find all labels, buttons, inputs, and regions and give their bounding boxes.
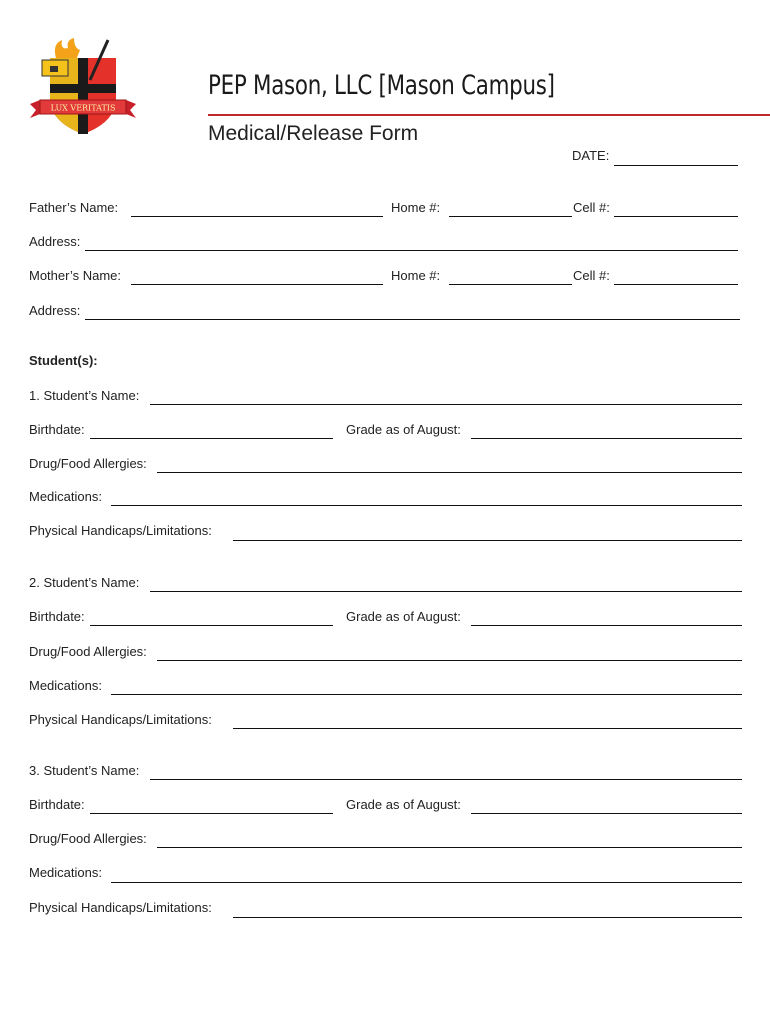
mother-home-field[interactable]	[449, 284, 572, 285]
father-home-label: Home #:	[391, 200, 441, 215]
student-3-allergies-label: Drug/Food Allergies:	[29, 831, 147, 846]
school-crest-logo	[28, 36, 138, 138]
student-1-allergies-field[interactable]	[157, 472, 742, 473]
student-2-medications-label: Medications:	[29, 678, 102, 693]
logo-motto-text: LUX VERITATIS	[50, 103, 116, 113]
student-1-name-field[interactable]	[150, 404, 742, 405]
father-name-label: Father’s Name:	[29, 200, 119, 215]
father-cell-field[interactable]	[614, 216, 738, 217]
title-divider	[208, 114, 770, 116]
student-3-handicaps-label: Physical Handicaps/Limitations:	[29, 900, 212, 915]
student-2-birthdate-field[interactable]	[90, 625, 333, 626]
student-2-medications-field[interactable]	[111, 694, 742, 695]
student-3-grade-field[interactable]	[471, 813, 742, 814]
student-1-handicaps-label: Physical Handicaps/Limitations:	[29, 523, 212, 538]
mother-home-label: Home #:	[391, 268, 441, 283]
student-3-handicaps-field[interactable]	[233, 917, 742, 918]
students-heading: Student(s):	[29, 353, 98, 368]
mother-name-field[interactable]	[131, 284, 383, 285]
father-address-field[interactable]	[85, 250, 738, 251]
student-2-allergies-field[interactable]	[157, 660, 742, 661]
father-home-field[interactable]	[449, 216, 572, 217]
father-address-label: Address:	[29, 234, 81, 249]
father-name-field[interactable]	[131, 216, 383, 217]
student-1-birthdate-label: Birthdate:	[29, 422, 85, 437]
student-1-medications-field[interactable]	[111, 505, 742, 506]
date-field[interactable]	[614, 165, 738, 166]
student-3-grade-label: Grade as of August:	[346, 797, 461, 812]
father-cell-label: Cell #:	[573, 200, 610, 215]
mother-address-field[interactable]	[85, 319, 740, 320]
student-2-handicaps-field[interactable]	[233, 728, 742, 729]
student-1-medications-label: Medications:	[29, 489, 102, 504]
student-2-birthdate-label: Birthdate:	[29, 609, 85, 624]
mother-address-label: Address:	[29, 303, 81, 318]
student-2-handicaps-label: Physical Handicaps/Limitations:	[29, 712, 212, 727]
student-3-medications-field[interactable]	[111, 882, 742, 883]
mother-name-label: Mother’s Name:	[29, 268, 121, 283]
student-1-birthdate-field[interactable]	[90, 438, 333, 439]
student-3-name-field[interactable]	[150, 779, 742, 780]
mother-cell-field[interactable]	[614, 284, 738, 285]
student-3-medications-label: Medications:	[29, 865, 102, 880]
student-1-handicaps-field[interactable]	[233, 540, 742, 541]
student-3-allergies-field[interactable]	[157, 847, 742, 848]
form-title: PEP Mason, LLC [Mason Campus]	[208, 70, 555, 101]
student-1-name-label: 1. Student’s Name:	[29, 388, 140, 403]
form-subtitle: Medical/Release Form	[208, 122, 419, 145]
student-2-name-label: 2. Student’s Name:	[29, 575, 140, 590]
student-2-name-field[interactable]	[150, 591, 742, 592]
student-3-birthdate-label: Birthdate:	[29, 797, 85, 812]
mother-cell-label: Cell #:	[573, 268, 610, 283]
student-1-grade-field[interactable]	[471, 438, 742, 439]
student-3-name-label: 3. Student’s Name:	[29, 763, 140, 778]
student-1-grade-label: Grade as of August:	[346, 422, 461, 437]
student-2-allergies-label: Drug/Food Allergies:	[29, 644, 147, 659]
date-label: DATE:	[572, 148, 610, 163]
student-2-grade-field[interactable]	[471, 625, 742, 626]
student-2-grade-label: Grade as of August:	[346, 609, 461, 624]
student-1-allergies-label: Drug/Food Allergies:	[29, 456, 147, 471]
student-3-birthdate-field[interactable]	[90, 813, 333, 814]
